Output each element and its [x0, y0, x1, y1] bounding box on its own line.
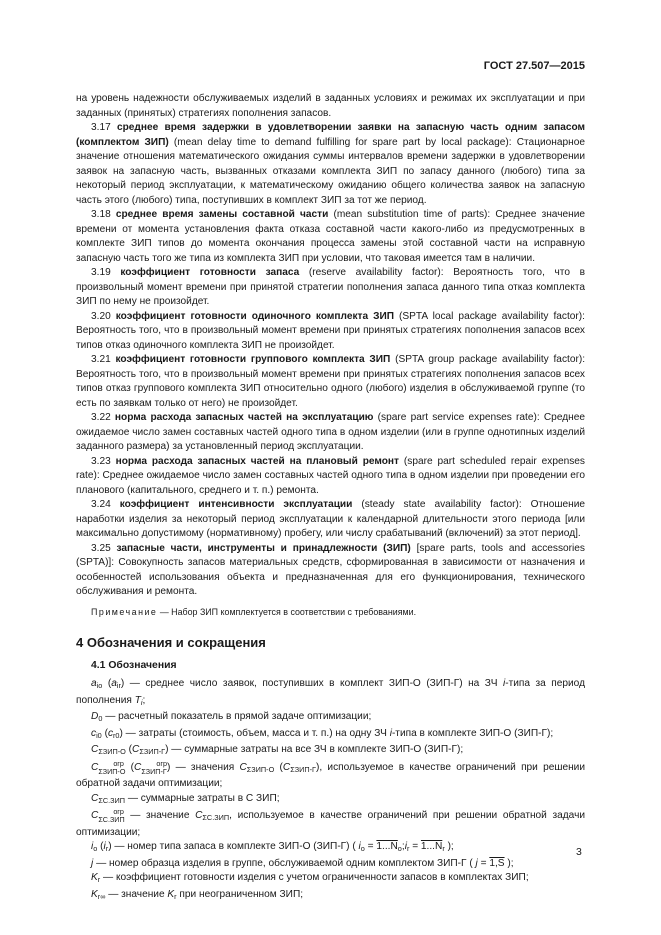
page-number: 3 — [576, 846, 582, 858]
intro-paragraph: на уровень надежности обслуживаемых изделий в заданных условиях и режимах их эксплуатации и при заданных (принятых) стратегиях пополнения запасов. — [76, 93, 585, 119]
term-definition: (SPTA local package availability factor): Вероятность того, что в произвольный момент времени при принятых стратегиях пополнения запасов всех типов отказ одиночного комплекта ЗИП не произойдет. — [76, 310, 585, 351]
symbol-kr-inf: Kr∞ — значение Kr при неограниченном ЗИП; — [91, 888, 304, 901]
symbol-c-sum: CΣЗИП-О (CΣЗИП-Г) — суммарные затраты на все ЗЧ в комплекте ЗИП-О (ЗИП-Г); — [91, 744, 464, 756]
term-paragraph — [76, 121, 585, 208]
term-name: среднее время замены составной части — [115, 209, 329, 220]
term-number: 3.23 — [91, 455, 111, 467]
term-definition: [spare parts, tools and accessories (SPTA)]: Совокупность запасов материальных средств, сформированная в зависимости от назначения и особенностей использования объекта и предназначенная для его функционирования, технического обслуживания и ремонта. — [76, 542, 585, 597]
term-number: 3.22 — [91, 412, 111, 423]
term-number: 3.18 — [91, 209, 111, 220]
term-paragraph — [76, 542, 585, 600]
symbol-j: j — номер образца изделия в группе, обслуживаемой одним комплектом ЗИП-Г ( j = 1,S ); — [91, 857, 514, 869]
term-paragraph — [76, 498, 585, 542]
term-definition: (spare part scheduled repair expenses rate): Среднее ожидаемое число замен составных частей одного типа в одном изделии при проведении его планового (капитального, среднего и т. п.) ремонта. — [76, 455, 585, 496]
term-paragraph — [76, 310, 585, 354]
term-paragraph — [76, 353, 585, 411]
term-definition: (mean substitution time of parts): Среднее значение времени от момента установления факта отказа составной части какого-либо из предусмотренных в комплекте ЗИП типов до момента окончания процесса замены этой составной части на исправную запасную часть того же типа из комплекта ЗИП при условии, что таковая имеется там в наличии. — [76, 209, 585, 264]
term-name: запасные части, инструменты и принадлежности (ЗИП) — [116, 542, 411, 554]
term-paragraph — [76, 411, 585, 455]
symbol-c-szip-limit: C огр ΣС.ЗИП — значение CΣС.ЗИП, используемое в качестве ограничений при решении обратной задачи оптимизации; — [76, 807, 585, 838]
page-body — [76, 92, 585, 904]
term-name: среднее время задержки в удовлетворении заявки на запасную часть одним запасом (комплектом ЗИП) — [76, 122, 585, 148]
note-label: Примечание — [91, 606, 158, 617]
symbol-c-szip: CΣС.ЗИП — суммарные затраты в С ЗИП; — [91, 792, 280, 805]
term-name: норма расхода запасных частей на плановый ремонт — [115, 455, 399, 467]
symbol-c-limit: C огр ΣЗИП-О (C огр ΣЗИП-Г) — значения CΣЗИП-О (CΣЗИП-Г), используемое в качестве ограничений при решении обратной задачи оптимизации; — [76, 758, 585, 789]
term-paragraph — [76, 455, 585, 499]
note-text: — Набор ЗИП комплектуется в соответствии с требованиями. — [157, 606, 417, 617]
term-name: норма расхода запасных частей на эксплуатацию — [114, 412, 374, 423]
term-name: коэффициент интенсивности эксплуатации — [119, 499, 353, 510]
term-number: 3.24 — [91, 499, 111, 510]
terms-list — [76, 121, 585, 600]
term-name: коэффициент готовности одиночного комплекта ЗИП — [115, 310, 395, 322]
section-title: 4 Обозначения и сокращения — [76, 635, 266, 650]
term-number: 3.19 — [91, 267, 111, 278]
symbol-a: aiо (air) — среднее число заявок, поступивших в комплект ЗИП-О (ЗИП-Г) на ЗЧ i-типа за период пополнения Ti; — [76, 678, 585, 707]
symbol-i: iо (ir) — номер типа запаса в комплекте ЗИП-О (ЗИП-Г) ( iо = 1...Nо;ir = 1...Nr ); — [91, 841, 454, 853]
term-definition: (spare part service expenses rate): Среднее ожидаемое число замен составных частей одного типа в одном изделии (или в группе однотипных изделий заданного размера) за установленный период эксплуатации. — [76, 412, 585, 452]
term-number: 3.21 — [91, 354, 111, 365]
symbol-kr: Kr — коэффициент готовности изделия с учетом ограниченности запасов в комплектах ЗИП; — [91, 872, 529, 884]
term-paragraph — [76, 266, 585, 310]
subsection-title: 4.1 Обозначения — [91, 660, 177, 671]
term-definition: (mean delay time to demand fulfilling for spare part by local package): Стационарное значение отношения математического ожидания суммы интервалов времени задержки в удовлетворении заявок на запасную часть, вызванных отказами комплекта ЗИП по запасу данного (любого) типа за некоторый период эксплуатации, к математическому ожиданию общего количества заявок на запасную часть этого (любого) типа, поступивших в комплект ЗИП за тот же период. — [76, 136, 585, 206]
symbol-d0: D0 — расчетный показатель в прямой задаче оптимизации; — [91, 711, 372, 723]
term-name: коэффициент готовности запаса — [120, 267, 300, 278]
term-number: 3.17 — [91, 122, 111, 133]
term-name: коэффициент готовности группового комплекта ЗИП — [115, 354, 391, 365]
symbol-c-i0: ci0 (cr0) — затраты (стоимость, объем, масса и т. п.) на одну ЗЧ i-типа в комплекте ЗИП-О (ЗИП-Г); — [91, 727, 554, 740]
standard-header: ГОСТ 27.507—2015 — [483, 60, 585, 72]
term-number: 3.20 — [91, 310, 111, 322]
term-definition: (steady state availability factor): Отношение наработки изделия за некоторый период эксплуатации к календарной длительности этого периода [или максимально допустимому (нормативному) пробегу, или числу срабатываний (включений) за этот период]. — [76, 499, 585, 539]
note — [76, 605, 585, 620]
term-definition: (reserve availability factor): Вероятность того, что в произвольный момент времени при принятой стратегии пополнения запаса данного типа отказ комплекта ЗИП по нему не произойдет. — [76, 267, 585, 307]
term-number: 3.25 — [91, 542, 111, 554]
term-definition: (SPTA group package availability factor): Вероятность того, что в произвольный момент времени при принятых стратегиях пополнения запасов всех типов отказ группового комплекта ЗИП относительно одного (любого) изделия в обслуживаемой группе (то есть по заявкам только от него) не произойдет. — [76, 354, 586, 409]
term-paragraph — [76, 208, 585, 266]
